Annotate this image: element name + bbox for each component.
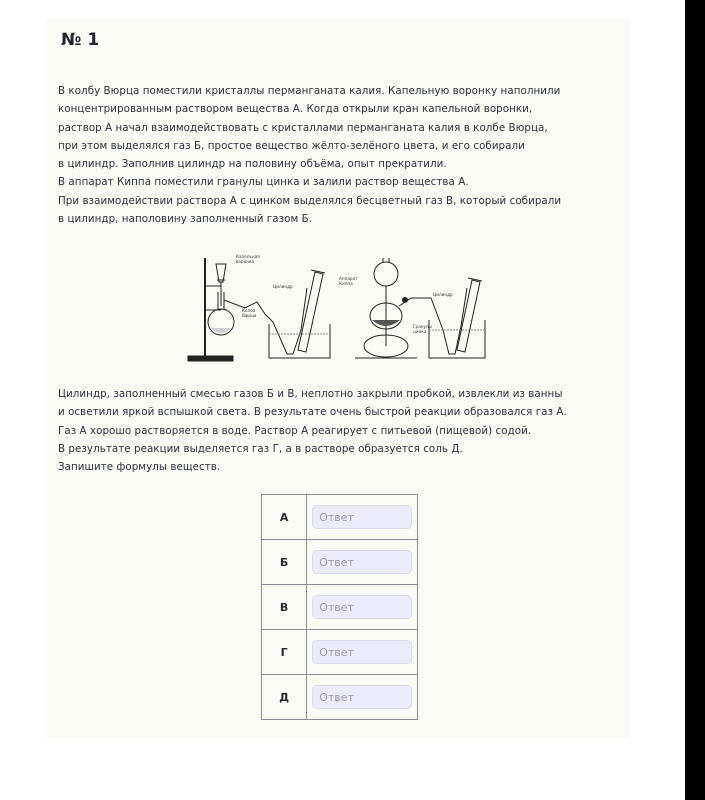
label-funnel: Капельная xyxy=(236,254,260,259)
text-line: в цилиндр, наполовину заполненный газом Б. xyxy=(58,213,313,226)
label-kipp: Аппарат xyxy=(339,276,358,281)
answer-row xyxy=(262,540,418,585)
text-line: раствор А начал взаимодействовать с кристаллами перманганата калия в колбе Вюрца, xyxy=(58,121,548,134)
answer-label-b: Б xyxy=(262,540,307,585)
text-line: При взаимодействии раствора А с цинком выделялся бесцветный газ В, который собирали xyxy=(58,194,562,207)
label-funnel-2: воронка xyxy=(236,259,255,264)
label-granules: Гранулы xyxy=(413,324,432,329)
answer-label-g: Г xyxy=(262,630,307,675)
text-line: Запишите формулы веществ. xyxy=(58,461,221,474)
question-paragraph-2 xyxy=(58,385,618,476)
text-line: при этом выделялся газ Б, простое вещество жёлто-зелёного цвета, и его собирали xyxy=(58,139,525,152)
screen-edge xyxy=(685,0,705,800)
answer-row xyxy=(262,675,418,720)
label-flask-2: Вюрца xyxy=(242,313,257,318)
text-line: Газ А хорошо растворяется в воде. Раствор А реагирует с питьевой (пищевой) содой. xyxy=(58,424,532,437)
answer-label-d: Д xyxy=(262,675,307,720)
answer-label-v: В xyxy=(262,585,307,630)
question-number: № 1 xyxy=(61,30,100,50)
text-line: и осветили яркой вспышкой света. В результате очень быстрой реакции образовался газ А. xyxy=(58,406,567,419)
answer-row xyxy=(262,495,418,540)
apparatus-diagram xyxy=(185,250,490,368)
answer-input-v[interactable] xyxy=(312,595,412,619)
text-line: В результате реакции выделяется газ Г, а в растворе образуется соль Д. xyxy=(58,442,463,455)
label-cylinder-right: Цилиндр xyxy=(433,292,453,297)
text-line: В колбу Вюрца поместили кристаллы перманганата калия. Капельную воронку наполнили xyxy=(58,85,561,97)
text-line: концентрированным раствором вещества А. Когда открыли кран капельной воронки, xyxy=(58,103,533,116)
question-paragraph-1 xyxy=(58,82,618,228)
answer-table xyxy=(261,494,418,720)
text-line: в цилиндр. Заполнив цилиндр на половину объёма, опыт прекратили. xyxy=(58,158,447,171)
text-line: Цилиндр, заполненный смесью газов Б и В, неплотно закрыли пробкой, извлекли из ванны xyxy=(58,388,563,400)
label-granules-2: цинка xyxy=(413,329,427,334)
label-kipp-2: Киппа xyxy=(339,281,353,286)
text-line: В аппарат Киппа поместили гранулы цинка и залили раствор вещества А. xyxy=(58,176,469,189)
answer-input-d[interactable] xyxy=(312,685,412,709)
answer-input-b[interactable] xyxy=(312,550,412,574)
answer-row xyxy=(262,585,418,630)
label-cylinder-left: Цилиндр xyxy=(273,284,293,289)
label-flask: Колба xyxy=(242,308,256,313)
answer-row xyxy=(262,630,418,675)
answer-input-g[interactable] xyxy=(312,640,412,664)
answer-label-a: А xyxy=(262,495,307,540)
answer-input-a[interactable] xyxy=(312,505,412,529)
